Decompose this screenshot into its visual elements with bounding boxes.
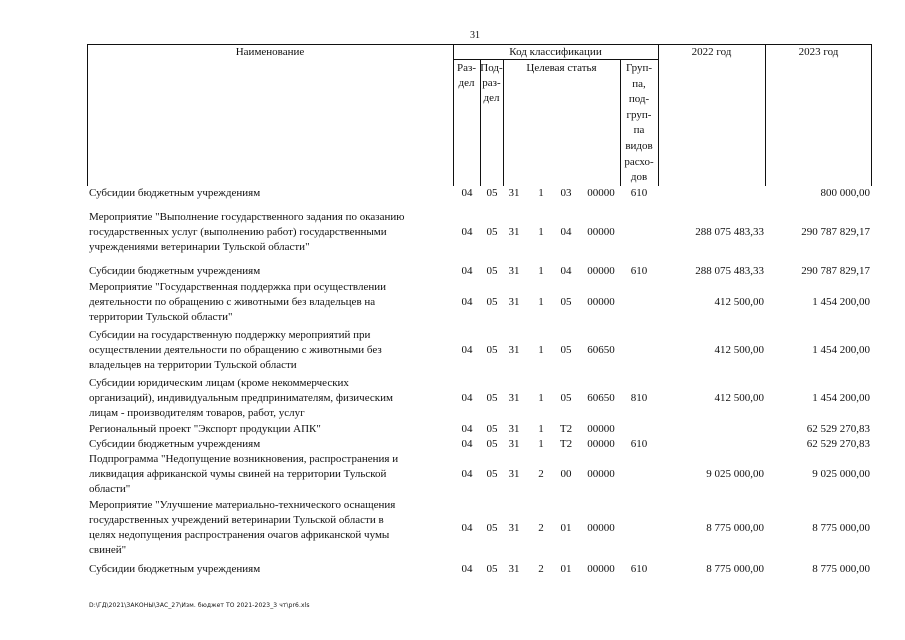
- code-c3: T2: [559, 423, 573, 435]
- row-name-line: организаций), индивидуальным предпринимателям, физическим: [89, 392, 393, 404]
- row-name-line: Субсидии бюджетным учреждениям: [89, 438, 261, 450]
- value-2023: 1 454 200,00: [812, 344, 870, 356]
- code-c2: 2: [538, 468, 544, 480]
- code-p: 05: [486, 392, 498, 404]
- header-razdel: Раз- дел: [456, 62, 476, 89]
- code-g: 610: [630, 187, 648, 199]
- code-p: 05: [486, 344, 498, 356]
- row-name: [89, 437, 441, 452]
- code-c2: 1: [538, 423, 544, 435]
- code-c1: 31: [508, 522, 520, 534]
- value-2023: 1 454 200,00: [812, 392, 870, 404]
- code-r: 04: [461, 423, 473, 435]
- code-c2: 1: [538, 296, 544, 308]
- code-c2: 2: [538, 522, 544, 534]
- code-p: 05: [486, 265, 498, 277]
- code-p: 05: [486, 468, 498, 480]
- code-c1: 31: [508, 226, 520, 238]
- code-g: 610: [630, 563, 648, 575]
- value-2023: 62 529 270,83: [806, 438, 870, 450]
- row-name-line: Субсидии бюджетным учреждениям: [89, 563, 261, 575]
- value-2023: 290 787 829,17: [801, 265, 870, 277]
- row-name-line: владельцев на территории Тульской области: [89, 359, 297, 371]
- value-2023: 1 454 200,00: [812, 296, 870, 308]
- row-name: [89, 452, 441, 497]
- code-r: 04: [461, 344, 473, 356]
- code-p: 05: [486, 296, 498, 308]
- value-2022: 8 775 000,00: [706, 522, 764, 534]
- row-name-line: Подпрограмма "Недопущение возникновения, распространения и: [89, 453, 399, 465]
- row-name-line: ликвидация африканской чумы свиней на территории Тульской: [89, 468, 387, 480]
- code-c1: 31: [508, 344, 520, 356]
- header-podrazdel: Под- раз- дел: [480, 62, 503, 104]
- code-c1: 31: [508, 265, 520, 277]
- value-2023: 62 529 270,83: [806, 423, 870, 435]
- code-c3: 05: [560, 344, 572, 356]
- code-c1: 31: [508, 468, 520, 480]
- code-c4: 00000: [587, 563, 615, 575]
- code-r: 04: [461, 265, 473, 277]
- code-g: 610: [630, 438, 648, 450]
- code-c3: 00: [560, 468, 572, 480]
- row-name-line: Субсидии бюджетным учреждениям: [89, 187, 261, 199]
- code-c2: 1: [538, 392, 544, 404]
- value-2022: 412 500,00: [714, 392, 764, 404]
- row-name-line: целях недопущения распространения очагов африканской чумы: [89, 529, 390, 541]
- code-r: 04: [461, 392, 473, 404]
- header-2023: 2023 год: [798, 46, 839, 58]
- value-2023: 9 025 000,00: [812, 468, 870, 480]
- code-c4: 00000: [587, 438, 615, 450]
- code-c1: 31: [508, 438, 520, 450]
- code-r: 04: [461, 296, 473, 308]
- code-c3: 04: [560, 265, 572, 277]
- value-2023: 8 775 000,00: [812, 522, 870, 534]
- row-name-line: Субсидии бюджетным учреждениям: [89, 265, 261, 277]
- row-name-line: Субсидии на государственную поддержку мероприятий при: [89, 329, 371, 341]
- code-r: 04: [461, 563, 473, 575]
- code-r: 04: [461, 468, 473, 480]
- code-c1: 31: [508, 423, 520, 435]
- code-r: 04: [461, 187, 473, 199]
- code-c2: 1: [538, 438, 544, 450]
- code-c1: 31: [508, 187, 520, 199]
- row-name-line: свиней": [89, 544, 127, 556]
- code-p: 05: [486, 563, 498, 575]
- code-c3: 01: [560, 522, 572, 534]
- code-c3: 01: [560, 563, 572, 575]
- code-p: 05: [486, 187, 498, 199]
- row-name: [89, 186, 441, 201]
- row-name: [89, 210, 441, 255]
- code-c3: 05: [560, 296, 572, 308]
- code-c2: 1: [538, 265, 544, 277]
- header-group: Груп- па, под- груп- па видов расхо- дов: [624, 62, 654, 184]
- row-name: [89, 498, 441, 558]
- value-2022: 8 775 000,00: [706, 563, 764, 575]
- code-g: 610: [630, 265, 648, 277]
- row-name: [89, 422, 441, 437]
- code-p: 05: [486, 423, 498, 435]
- code-c2: 1: [538, 344, 544, 356]
- row-name-line: государственных услуг (выполнению работ) государственными: [89, 226, 387, 238]
- row-name: [89, 328, 441, 373]
- code-c4: 00000: [587, 226, 615, 238]
- value-2022: 288 075 483,33: [695, 265, 764, 277]
- code-c1: 31: [508, 563, 520, 575]
- code-c4: 00000: [587, 468, 615, 480]
- row-name: [89, 280, 441, 325]
- code-c4: 60650: [587, 344, 615, 356]
- value-2023: 800 000,00: [820, 187, 870, 199]
- code-c2: 2: [538, 563, 544, 575]
- code-c4: 00000: [587, 265, 615, 277]
- value-2022: 412 500,00: [714, 344, 764, 356]
- page-number: 31: [470, 30, 480, 41]
- code-c2: 1: [538, 187, 544, 199]
- code-c4: 00000: [587, 296, 615, 308]
- row-name-line: территории Тульской области": [89, 311, 233, 323]
- row-name-line: государственных учреждений ветеринарии Тульской области в: [89, 514, 384, 526]
- code-p: 05: [486, 438, 498, 450]
- header-2022: 2022 год: [691, 46, 732, 58]
- row-name: [89, 376, 441, 421]
- code-c4: 00000: [587, 522, 615, 534]
- code-c4: 00000: [587, 423, 615, 435]
- header-name: Наименование: [235, 46, 305, 58]
- row-name: [89, 562, 441, 577]
- value-2022: 9 025 000,00: [706, 468, 764, 480]
- header-target: Целевая статья: [526, 62, 597, 74]
- code-c3: T2: [559, 438, 573, 450]
- value-2023: 8 775 000,00: [812, 563, 870, 575]
- row-name-line: деятельности по обращению с животными без владельцев на: [89, 296, 376, 308]
- row-name-line: Мероприятие "Государственная поддержка при осуществлении: [89, 281, 387, 293]
- code-r: 04: [461, 438, 473, 450]
- row-name-line: осуществлении деятельности по обращению с животными без: [89, 344, 382, 356]
- row-name-line: лицам - производителям товаров, работ, услуг: [89, 407, 305, 419]
- value-2022: 412 500,00: [714, 296, 764, 308]
- code-c2: 1: [538, 226, 544, 238]
- code-c3: 04: [560, 226, 572, 238]
- code-c4: 60650: [587, 392, 615, 404]
- row-name-line: Региональный проект "Экспорт продукции АПК": [89, 423, 321, 435]
- value-2023: 290 787 829,17: [801, 226, 870, 238]
- row-name-line: Мероприятие "Выполнение государственного задания по оказанию: [89, 211, 405, 223]
- code-c1: 31: [508, 392, 520, 404]
- code-r: 04: [461, 226, 473, 238]
- row-name-line: Мероприятие "Улучшение материально-технического оснащения: [89, 499, 396, 511]
- value-2022: 288 075 483,33: [695, 226, 764, 238]
- row-name: [89, 264, 441, 279]
- row-name-line: области": [89, 483, 131, 495]
- code-c3: 05: [560, 392, 572, 404]
- code-c4: 00000: [587, 187, 615, 199]
- header-code: Код классификации: [509, 46, 602, 58]
- file-path-footer: D:\ГД\2021\ЗАКОНЫ\ЗАС_27\Изм. бюджет ТО 2021-2023_3 чт\pr6.xls: [89, 602, 310, 609]
- code-c1: 31: [508, 296, 520, 308]
- code-c3: 03: [560, 187, 572, 199]
- code-p: 05: [486, 226, 498, 238]
- code-p: 05: [486, 522, 498, 534]
- row-name-line: учреждениями ветеринарии Тульской области": [89, 241, 310, 253]
- row-name-line: Субсидии юридическим лицам (кроме некоммерческих: [89, 377, 349, 389]
- code-r: 04: [461, 522, 473, 534]
- code-g: 810: [630, 392, 648, 404]
